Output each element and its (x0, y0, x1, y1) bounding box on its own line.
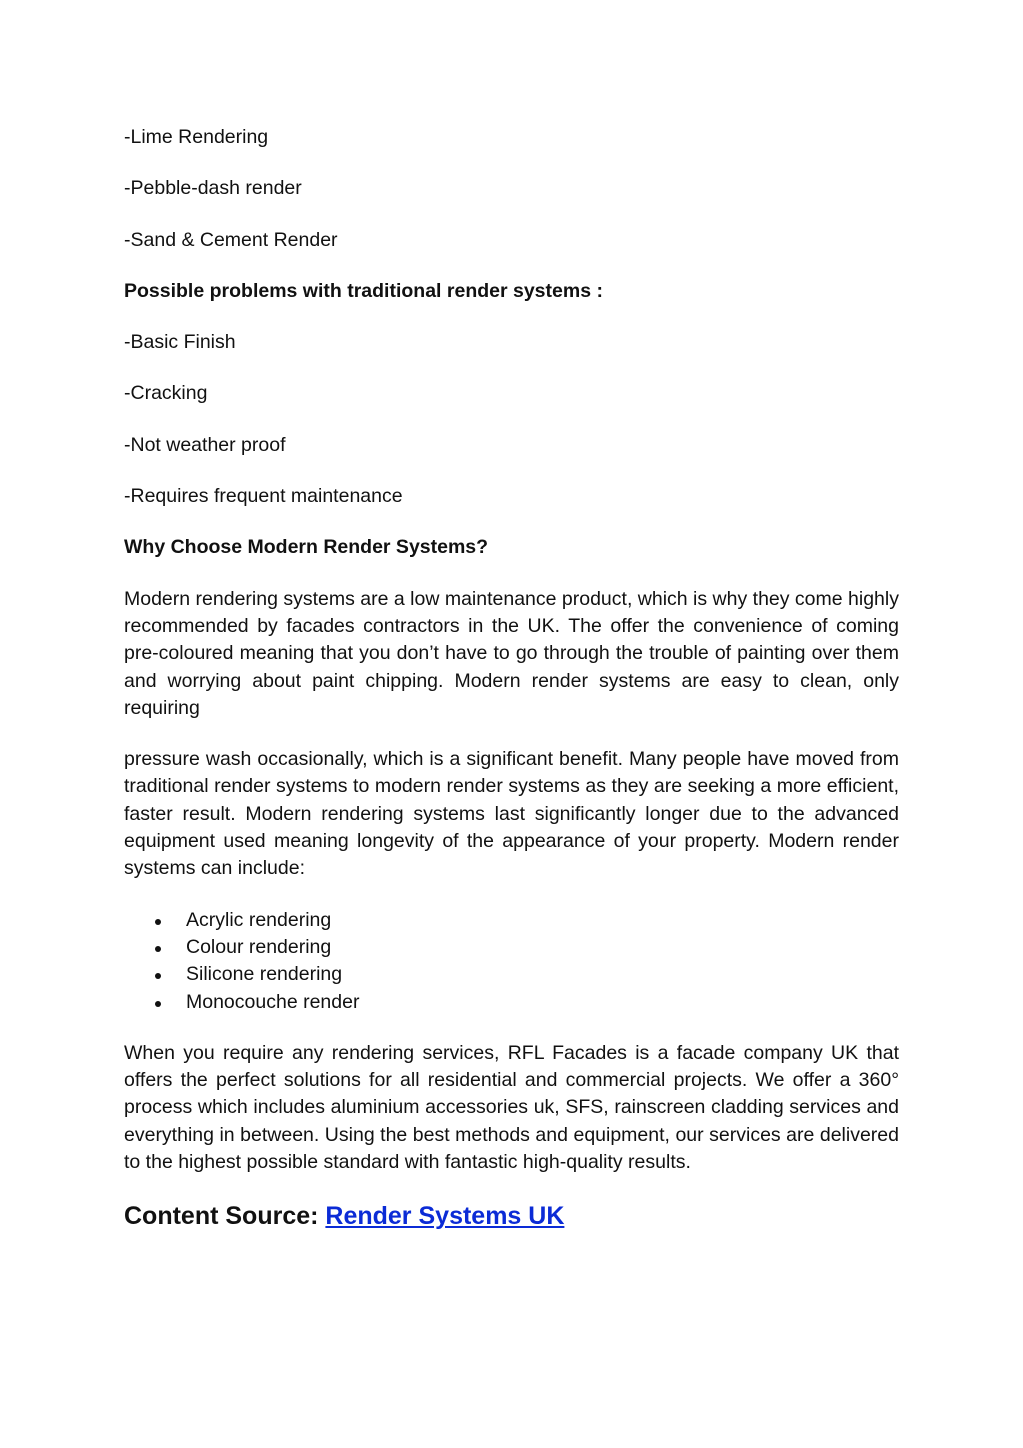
content-source-label: Content Source: (124, 1202, 326, 1231)
paragraph-1: Modern rendering systems are a low maintenance product, which is why they come highly recommended by facades contractors in the UK. The offer the convenience of coming pre-coloured meaning that you don’t have to go through the trouble of painting over them and worrying about paint chipping. Modern render systems are easy to clean, only requiring (124, 587, 899, 719)
paragraph-2: pressure wash occasionally, which is a significant benefit. Many people have moved from traditional render systems to modern render systems as they are seeking a more efficient, faster result. Modern rendering systems last significantly longer due to the advanced equipment used meaning longevity of the appearance of your property. Modern render systems can include: (124, 748, 899, 880)
document-content (124, 124, 899, 1232)
bullet-item (186, 907, 899, 934)
bullet-dot-icon (155, 1001, 161, 1007)
bullet-text: Colour rendering (186, 935, 332, 958)
heading-problems: Possible problems with traditional render systems : (124, 279, 603, 302)
problem-line: -Basic Finish (124, 331, 236, 354)
render-systems-uk-link[interactable]: Render Systems UK (325, 1202, 565, 1231)
problem-line: -Cracking (124, 382, 208, 405)
heading-why: Why Choose Modern Render Systems? (124, 536, 489, 559)
bullet-list (124, 907, 899, 1016)
bullet-text: Monocouche render (186, 990, 360, 1013)
list-line: -Pebble-dash render (124, 177, 302, 200)
bullet-item (186, 989, 899, 1016)
bullet-dot-icon (155, 973, 161, 979)
bullet-item (186, 961, 899, 988)
bullet-dot-icon (155, 919, 161, 925)
list-line: -Sand & Cement Render (124, 228, 338, 251)
content-source (124, 1200, 899, 1232)
problem-line: -Not weather proof (124, 433, 286, 456)
list-line: -Lime Rendering (124, 126, 269, 148)
paragraph-3: When you require any rendering services, RFL Facades is a facade company UK that offers the perfect solutions for all residential and commercial projects. We offer a 360° process which includes aluminium accessories uk, SFS, rainscreen cladding services and everything in between. Using the best methods and equipment, our services are delivered to the highest possible standard with fantastic high-quality results. (124, 1041, 899, 1174)
problem-line: -Requires frequent maintenance (124, 485, 403, 508)
bullet-text: Acrylic rendering (186, 908, 332, 931)
bullet-dot-icon (155, 946, 161, 952)
bullet-item (186, 934, 899, 961)
bullet-text: Silicone rendering (186, 963, 343, 986)
